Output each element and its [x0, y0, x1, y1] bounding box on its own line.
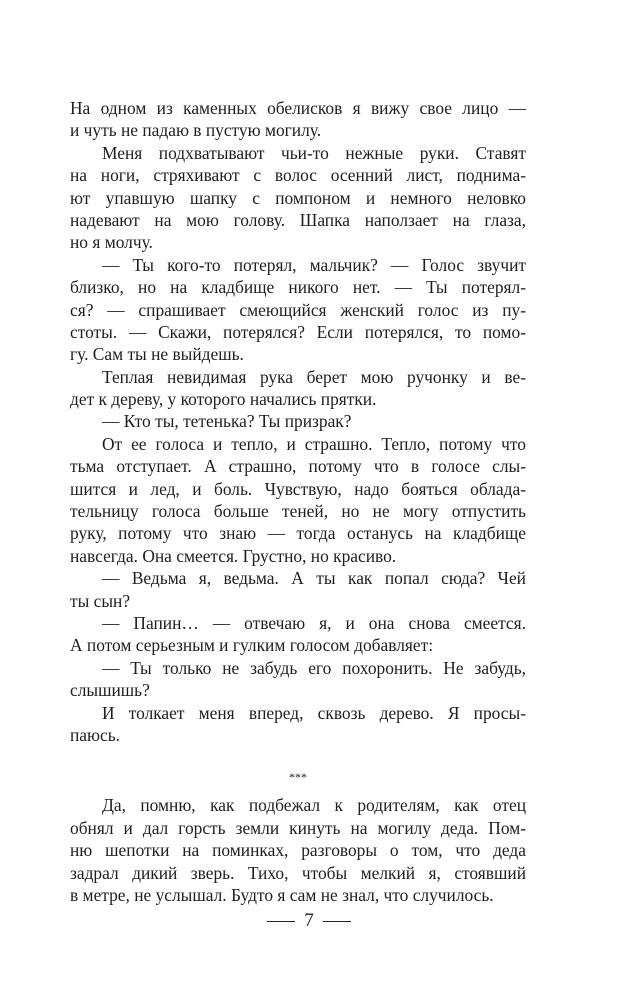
text-line: и чуть не падаю в пустую могилу.: [70, 120, 322, 141]
page-number-dash-right: [323, 921, 351, 922]
text-line: шится и лед, и боль. Чувствую, надо бояться облада-: [70, 478, 526, 499]
text-line: А потом серьезным и гулким голосом добавляет:: [70, 635, 434, 656]
text-line: обнял и дал горсть земли кинуть на могилу деда. Пом-: [70, 817, 526, 838]
page-number-footer: [0, 910, 618, 932]
paragraph: [70, 567, 526, 612]
text-line: — Ты только не забудь его похоронить. Не забудь,: [102, 657, 526, 678]
text-line: ты сын?: [70, 590, 131, 611]
text-line: На одном из каменных обелисков я вижу свое лицо —: [70, 98, 526, 118]
text-line: И толкает меня вперед, сквозь дерево. Я просы-: [102, 702, 526, 723]
text-line: ся? — спрашивает смеющийся женский голос из пу-: [70, 299, 526, 320]
text-line: паюсь.: [70, 724, 121, 745]
paragraph: [70, 433, 526, 567]
text-line: руку, потому что знаю — тогда останусь на кладбище: [70, 523, 526, 544]
text-line: ют упавшую шапку с помпоном и немного неловко: [70, 187, 526, 208]
text-line: — Кто ты, тетенька? Ты призрак?: [102, 411, 352, 432]
paragraph: [70, 142, 526, 254]
paragraph: [70, 702, 526, 747]
text-line: надевают на мою голову. Шапка наползает на глаза,: [70, 209, 526, 230]
paragraph: [70, 254, 526, 366]
text-line: Меня подхватывают чьи-то нежные руки. Ставят: [102, 142, 526, 163]
text-line: От ее голоса и тепло, и страшно. Тепло, потому что: [102, 433, 526, 454]
text-line: но я молчу.: [70, 232, 153, 253]
paragraph: [70, 657, 526, 702]
paragraph: [70, 410, 526, 432]
text-line: тельницу голоса больше теней, но не могу отпустить: [70, 501, 526, 522]
section-separator: ***: [289, 770, 307, 785]
text-line: ню шепотки на поминках, разговоры о том, что деда: [70, 840, 526, 861]
text-line: слышишь?: [70, 680, 150, 701]
text-line: Да, помню, как подбежал к родителям, как отец: [102, 795, 526, 816]
text-line: — Ведьма я, ведьма. А ты как попал сюда? Чей: [102, 568, 526, 589]
text-line: стоты. — Скажи, потерялся? Если потерялся, то помо-: [70, 321, 526, 342]
book-text: [70, 97, 526, 906]
text-line: — Ты кого-то потерял, мальчик? — Голос звучит: [102, 254, 526, 275]
paragraph: [70, 97, 526, 142]
page-number-dash-left: [267, 921, 295, 922]
text-line: задрал дикий зверь. Тихо, чтобы мелкий я, стоявший: [70, 862, 526, 883]
text-section-bottom: [70, 794, 526, 906]
text-line: тьма отступает. А страшно, потому что в голосе слы-: [70, 456, 526, 477]
paragraph: [70, 366, 526, 411]
text-line: на ноги, стряхивают с волос осенний лист, поднима-: [70, 165, 526, 186]
paragraph: [70, 612, 526, 657]
text-line: дет к дереву, у которого начались прятки.: [70, 389, 377, 410]
page-number: 7: [304, 910, 314, 931]
text-line: близко, но на кладбище никого нет. — Ты потерял-: [70, 277, 526, 298]
text-line: в метре, не услышал. Будто я сам не знал, что случилось.: [70, 884, 494, 905]
text-line: гу. Сам ты не выйдешь.: [70, 344, 244, 365]
text-line: — Папин… — отвечаю я, и она снова смеется.: [102, 612, 526, 633]
text-line: Теплая невидимая рука берет мою ручонку и ве-: [102, 366, 526, 387]
text-section-top: [70, 97, 526, 746]
paragraph: [70, 794, 526, 906]
text-line: навсегда. Она смеется. Грустно, но красиво.: [70, 545, 397, 566]
